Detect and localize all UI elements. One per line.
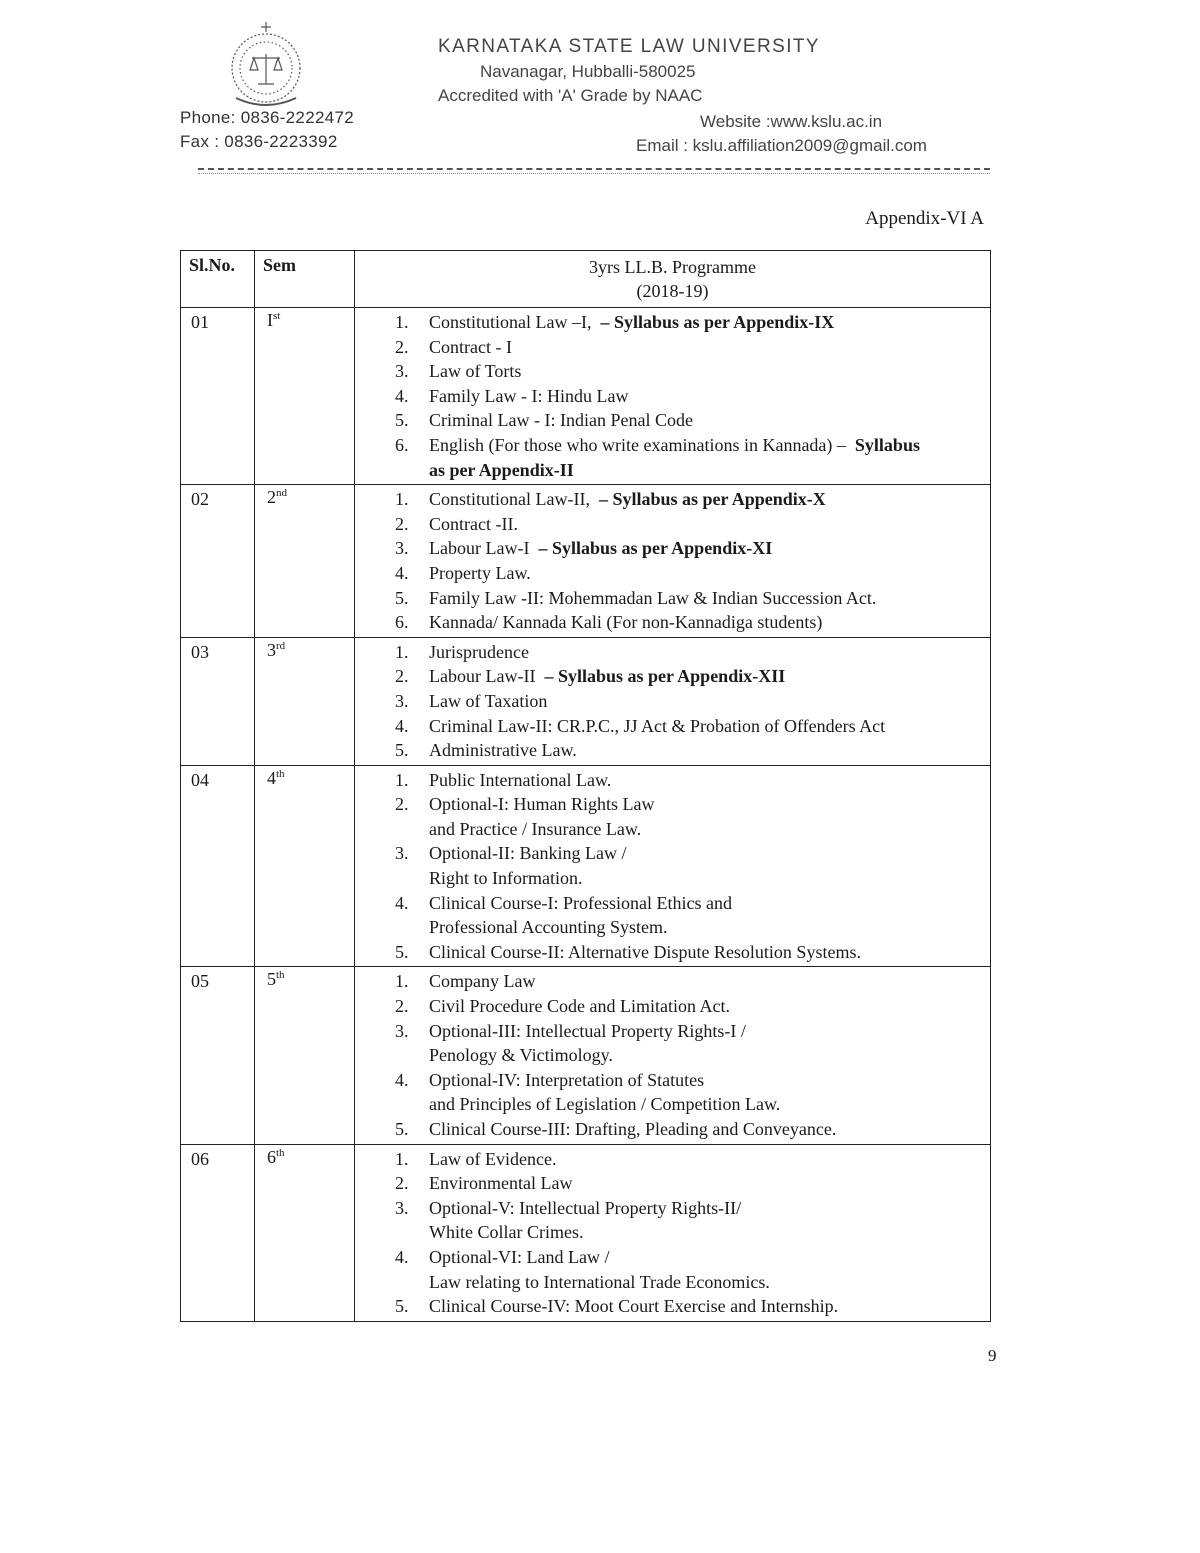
email-line: Email : kslu.affiliation2009@gmail.com xyxy=(636,136,927,155)
subject-number: 4. xyxy=(395,1246,409,1267)
subjects-cell xyxy=(355,765,991,967)
subject-text-wrap xyxy=(429,1294,990,1319)
semester-number: 5 xyxy=(267,969,276,990)
subject-name: Civil Procedure Code and Limitation Act. xyxy=(429,996,730,1017)
accreditation-line: Accredited with 'A' Grade by NAAC xyxy=(438,86,703,105)
subject-item-continuation xyxy=(395,458,990,483)
semester-ordinal-suffix: nd xyxy=(276,487,287,500)
subject-item xyxy=(395,1117,990,1142)
subject-item xyxy=(395,891,990,916)
subject-item xyxy=(395,610,990,635)
subject-item xyxy=(395,433,990,458)
subject-name: Optional-II: Banking Law / xyxy=(429,843,627,864)
semester-ordinal-suffix: th xyxy=(276,1146,285,1159)
subject-number: 4. xyxy=(395,715,409,736)
subject-text-wrap xyxy=(429,1196,990,1221)
sl-no-cell: 06 xyxy=(181,1144,255,1321)
subject-number: 5. xyxy=(395,740,409,761)
subject-name: Environmental Law xyxy=(429,1173,573,1194)
subject-name: Clinical Course-II: Alternative Dispute Resolution Systems. xyxy=(429,941,861,962)
subject-name: Constitutional Law-II, xyxy=(429,489,590,510)
sl-no-cell: 05 xyxy=(181,967,255,1144)
sl-no-cell: 02 xyxy=(181,485,255,638)
subject-list xyxy=(355,766,990,967)
table-row xyxy=(181,1144,991,1321)
subject-continuation-text: White Collar Crimes. xyxy=(429,1222,584,1243)
subject-name: Public International Law. xyxy=(429,769,612,790)
subject-item xyxy=(395,768,990,793)
subject-name: Company Law xyxy=(429,971,536,992)
subject-text-wrap xyxy=(429,640,990,665)
subject-number: 4. xyxy=(395,892,409,913)
subject-list xyxy=(355,485,990,637)
subject-number: 5. xyxy=(395,941,409,962)
subject-name: Labour Law-II xyxy=(429,666,536,687)
subject-list xyxy=(355,967,990,1143)
subject-text-wrap xyxy=(429,714,990,739)
header-sl-no: Sl.No. xyxy=(181,251,255,308)
header-sem: Sem xyxy=(255,251,355,308)
table-row xyxy=(181,308,991,485)
subject-number: 3. xyxy=(395,690,409,711)
subject-continuation-text: Law relating to International Trade Economics. xyxy=(429,1271,770,1292)
subject-number: 2. xyxy=(395,513,409,534)
subject-name: Constitutional Law –I, xyxy=(429,312,592,332)
syllabus-note: – Syllabus as per Appendix-XI xyxy=(538,538,773,559)
website-line: Website :www.kslu.ac.in xyxy=(700,112,883,131)
subject-name: Criminal Law - I: Indian Penal Code xyxy=(429,410,693,431)
subject-number: 1. xyxy=(395,1148,409,1169)
subject-number: 5. xyxy=(395,1119,409,1139)
subject-item xyxy=(395,1294,990,1319)
syllabus-note: Syllabus xyxy=(854,434,920,455)
subject-text-wrap xyxy=(429,310,990,335)
subject-name: Optional-V: Intellectual Property Rights-II/ xyxy=(429,1197,742,1218)
subject-number: 1. xyxy=(395,971,409,992)
subject-text-wrap xyxy=(429,768,990,793)
subject-number: 3. xyxy=(395,538,409,559)
subject-continuation-text: Right to Information. xyxy=(429,868,583,889)
subject-number: 4. xyxy=(395,385,409,406)
subject-item xyxy=(395,792,990,817)
appendix-label: Appendix-VI A xyxy=(865,208,984,229)
semester-number: 3 xyxy=(267,639,276,660)
course-table xyxy=(180,250,991,1322)
subject-item-continuation xyxy=(395,1092,990,1117)
subjects-cell xyxy=(355,485,991,638)
subject-text-wrap xyxy=(429,1117,990,1142)
subject-item xyxy=(395,1019,990,1044)
subject-item-continuation xyxy=(395,1220,990,1245)
subject-name: English (For those who write examinations in Kannada) – xyxy=(429,434,846,455)
subject-text-wrap xyxy=(429,487,990,512)
subject-item xyxy=(395,1245,990,1270)
fax-number: Fax : 0836-2223392 xyxy=(180,132,338,151)
subject-item xyxy=(395,714,990,739)
subject-item xyxy=(395,512,990,537)
subject-item-continuation xyxy=(395,915,990,940)
subject-text-wrap xyxy=(429,610,990,635)
subject-number: 4. xyxy=(395,562,409,583)
subject-name: Family Law -II: Mohemmadan Law & Indian Succession Act. xyxy=(429,587,877,608)
subject-text-wrap xyxy=(429,586,990,611)
subject-list xyxy=(355,638,990,765)
header-divider xyxy=(198,168,990,170)
phone-number: Phone: 0836-2222472 xyxy=(180,108,354,127)
subject-item xyxy=(395,335,990,360)
table-header-row xyxy=(181,251,991,308)
subject-text-wrap xyxy=(429,891,990,916)
subject-text-wrap xyxy=(429,792,990,817)
subject-text-wrap xyxy=(429,536,990,561)
subject-text-wrap xyxy=(429,841,990,866)
semester-number: I xyxy=(267,310,273,330)
subject-continuation-text: Penology & Victimology. xyxy=(429,1045,613,1066)
subject-number: 2. xyxy=(395,996,409,1017)
table-row xyxy=(181,485,991,638)
subject-number: 5. xyxy=(395,587,409,608)
semester-ordinal-suffix: rd xyxy=(276,639,286,652)
subject-number: 3. xyxy=(395,361,409,382)
subject-continuation-text: as per Appendix-II xyxy=(429,459,574,480)
subject-name: Optional-IV: Interpretation of Statutes xyxy=(429,1069,705,1090)
subject-text-wrap xyxy=(429,359,990,384)
subject-number: 4. xyxy=(395,1069,409,1090)
subject-text-wrap xyxy=(429,940,990,965)
subject-text-wrap xyxy=(429,738,990,763)
page-number: 9 xyxy=(988,1346,997,1365)
subject-name: Jurisprudence xyxy=(429,641,529,662)
subject-text-wrap xyxy=(429,512,990,537)
subject-item xyxy=(395,586,990,611)
sl-no-cell: 03 xyxy=(181,637,255,765)
semester-cell xyxy=(255,485,355,638)
subject-item xyxy=(395,1068,990,1093)
subject-text-wrap xyxy=(429,384,990,409)
semester-number: 6 xyxy=(267,1146,276,1167)
subject-text-wrap xyxy=(429,994,990,1019)
subject-name: Clinical Course-IV: Moot Court Exercise and Internship. xyxy=(429,1296,839,1317)
semester-ordinal-suffix: th xyxy=(276,767,285,780)
subject-continuation-text: and Principles of Legislation / Competition Law. xyxy=(429,1094,781,1115)
syllabus-note: – Syllabus as per Appendix-X xyxy=(598,489,826,510)
subject-item xyxy=(395,487,990,512)
subject-item xyxy=(395,994,990,1019)
subject-item xyxy=(395,1196,990,1221)
table-row xyxy=(181,637,991,765)
semester-cell xyxy=(255,765,355,967)
subject-number: 2. xyxy=(395,1173,409,1194)
subject-list xyxy=(355,308,990,484)
subject-item xyxy=(395,1171,990,1196)
subject-text-wrap xyxy=(429,1019,990,1044)
programme-year: (2018-19) xyxy=(636,281,709,301)
subject-name: Optional-VI: Land Law / xyxy=(429,1246,610,1267)
subject-text-wrap xyxy=(429,664,990,689)
subject-name: Contract - I xyxy=(429,336,512,357)
subject-number: 1. xyxy=(395,489,409,510)
subject-name: Optional-I: Human Rights Law xyxy=(429,794,655,815)
table-row xyxy=(181,967,991,1144)
subject-item xyxy=(395,408,990,433)
university-address: Navanagar, Hubballi-580025 xyxy=(480,62,696,81)
syllabus-note: – Syllabus as per Appendix-XII xyxy=(544,666,786,687)
semester-cell xyxy=(255,637,355,765)
subject-item xyxy=(395,536,990,561)
subject-item-continuation xyxy=(395,866,990,891)
semester-number: 2 xyxy=(267,487,276,508)
subject-text-wrap xyxy=(429,561,990,586)
semester-number: 4 xyxy=(267,767,276,788)
subject-item-continuation xyxy=(395,817,990,842)
header-programme xyxy=(355,251,991,308)
subject-name: Clinical Course-III: Drafting, Pleading and Conveyance. xyxy=(429,1119,837,1139)
subject-number: 1. xyxy=(395,641,409,662)
subject-item xyxy=(395,310,990,335)
subject-name: Property Law. xyxy=(429,562,531,583)
university-name: KARNATAKA STATE LAW UNIVERSITY xyxy=(438,36,820,57)
subjects-cell xyxy=(355,637,991,765)
subjects-cell xyxy=(355,1144,991,1321)
semester-cell xyxy=(255,967,355,1144)
subject-item xyxy=(395,841,990,866)
subject-number: 3. xyxy=(395,1020,409,1041)
semester-ordinal-suffix: st xyxy=(273,310,281,322)
university-seal-icon xyxy=(222,18,310,110)
semester-cell xyxy=(255,308,355,485)
subject-number: 3. xyxy=(395,843,409,864)
subject-text-wrap xyxy=(429,689,990,714)
subject-name: Family Law - I: Hindu Law xyxy=(429,385,629,406)
subjects-cell xyxy=(355,308,991,485)
programme-title: 3yrs LL.B. Programme xyxy=(589,257,756,277)
subject-text-wrap xyxy=(429,969,990,994)
subject-number: 6. xyxy=(395,612,409,633)
subject-name: Kannada/ Kannada Kali (For non-Kannadiga students) xyxy=(429,612,823,633)
sl-no-cell: 04 xyxy=(181,765,255,967)
subject-name: Criminal Law-II: CR.P.C., JJ Act & Probation of Offenders Act xyxy=(429,715,886,736)
subject-text-wrap xyxy=(429,1068,990,1093)
subject-text-wrap xyxy=(429,335,990,360)
subject-item xyxy=(395,969,990,994)
subjects-cell xyxy=(355,967,991,1144)
subject-item-continuation xyxy=(395,1270,990,1295)
subject-text-wrap xyxy=(429,1147,990,1172)
subject-name: Clinical Course-I: Professional Ethics and xyxy=(429,892,732,913)
subject-list xyxy=(355,1145,990,1321)
subject-number: 3. xyxy=(395,1197,409,1218)
subject-name: Law of Torts xyxy=(429,361,522,382)
subject-continuation-text: Professional Accounting System. xyxy=(429,917,668,938)
subject-item xyxy=(395,689,990,714)
subject-item xyxy=(395,664,990,689)
subject-text-wrap xyxy=(429,408,990,433)
subject-name: Contract -II. xyxy=(429,513,518,534)
header-divider-secondary xyxy=(198,173,990,174)
subject-text-wrap xyxy=(429,433,990,458)
subject-name: Optional-III: Intellectual Property Rights-I / xyxy=(429,1020,746,1041)
subject-item xyxy=(395,640,990,665)
table-row xyxy=(181,765,991,967)
subject-item xyxy=(395,359,990,384)
sl-no-cell: 01 xyxy=(181,308,255,485)
semester-ordinal-suffix: th xyxy=(276,969,285,982)
semester-cell xyxy=(255,1144,355,1321)
subject-name: Labour Law-I xyxy=(429,538,530,559)
subject-text-wrap xyxy=(429,1245,990,1270)
subject-number: 5. xyxy=(395,410,409,431)
subject-item xyxy=(395,738,990,763)
subject-item xyxy=(395,1147,990,1172)
subject-number: 5. xyxy=(395,1296,409,1317)
subject-item xyxy=(395,940,990,965)
subject-item-continuation xyxy=(395,1043,990,1068)
subject-item xyxy=(395,384,990,409)
subject-name: Law of Taxation xyxy=(429,690,548,711)
subject-number: 1. xyxy=(395,769,409,790)
subject-number: 6. xyxy=(395,434,409,455)
subject-name: Law of Evidence. xyxy=(429,1148,557,1169)
subject-name: Administrative Law. xyxy=(429,740,577,761)
subject-number: 2. xyxy=(395,666,409,687)
syllabus-note: – Syllabus as per Appendix-IX xyxy=(600,312,835,332)
subject-continuation-text: and Practice / Insurance Law. xyxy=(429,818,642,839)
subject-number: 2. xyxy=(395,336,409,357)
subject-number: 1. xyxy=(395,312,409,332)
subject-text-wrap xyxy=(429,1171,990,1196)
course-table-body xyxy=(181,251,991,1322)
subject-item xyxy=(395,561,990,586)
subject-number: 2. xyxy=(395,794,409,815)
